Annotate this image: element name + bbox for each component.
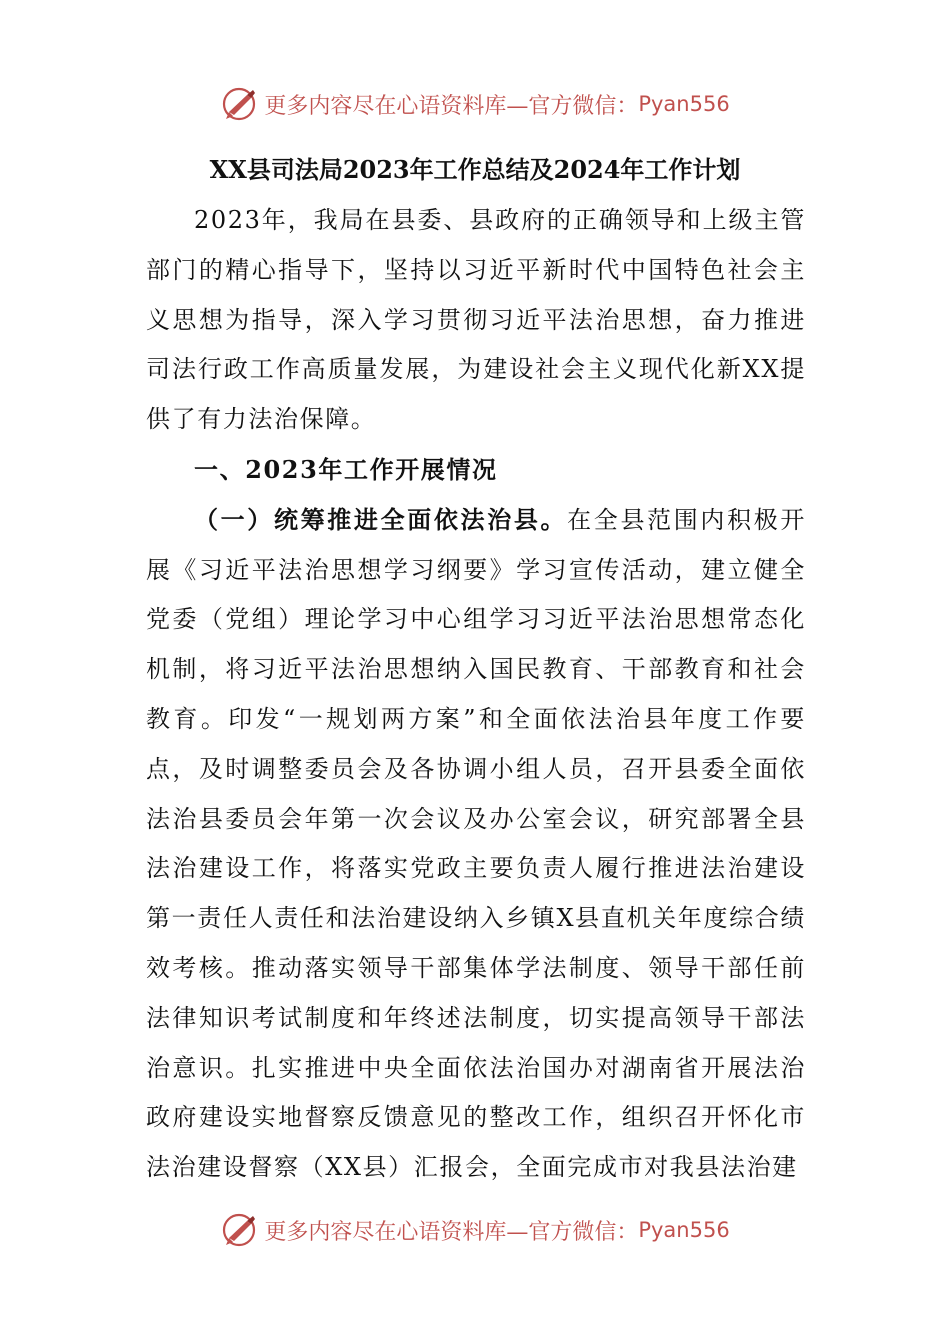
watermark-text: 更多内容尽在心语资料库—官方微信： [264,1219,639,1245]
watermark-wechat-id: Pyan556 [638,92,730,116]
item-paragraph [146,495,806,1193]
intro-paragraph: 2023年，我局在县委、县政府的正确领导和上级主管部门的精心指导下，坚持以习近平新时代中国特色社会主义思想为指导，深入学习贯彻习近平法治思想，奋力推进司法行政工作高质量发展，为建设社会主义现代化新XX提供了有力法治保障。 [146,206,806,434]
section-heading: 一、2023年工作开展情况 [194,454,498,484]
watermark-banner-bottom [0,1210,950,1250]
item-lead: （一）统筹推进全面依法治县。 [194,504,568,534]
pen-logo-icon [220,1210,260,1250]
watermark-text: 更多内容尽在心语资料库—官方微信： [264,93,639,119]
item-text: 在全县范围内积极开展《习近平法治思想学习纲要》学习宣传活动，建立健全党委（党组）理论学习中心组学习习近平法治思想常态化机制，将习近平法治思想纳入国民教育、干部教育和社会教育。印发“一规划两方案”和全面依法治县年度工作要点，及时调整委员会及各协调小组人员，召开县委全面依法治县委员会年第一次会议及办公室会议，研究部署全县法治建设工作，将落实党政主要负责人履行推进法治建设第一责任人责任和法治建设纳入乡镇X县直机关年度综合绩效考核。推动落实领导干部集体学法制度、领导干部任前法律知识考试制度和年终述法制度，切实提高领导干部法治意识。扎实推进中央全面依法治国办对湖南省开展法治政府建设实地督察反馈意见的整改工作，组织召开怀化市法治建设督察（XX县）汇报会，全面完成市对我县法治建 [146,505,806,1182]
document-title: XX县司法局2023年工作总结及2024年工作计划 [209,155,741,184]
document-body [146,196,806,1193]
pen-logo-icon [220,84,260,124]
watermark-wechat-id: Pyan556 [638,1218,730,1242]
watermark-banner-top [0,84,950,124]
